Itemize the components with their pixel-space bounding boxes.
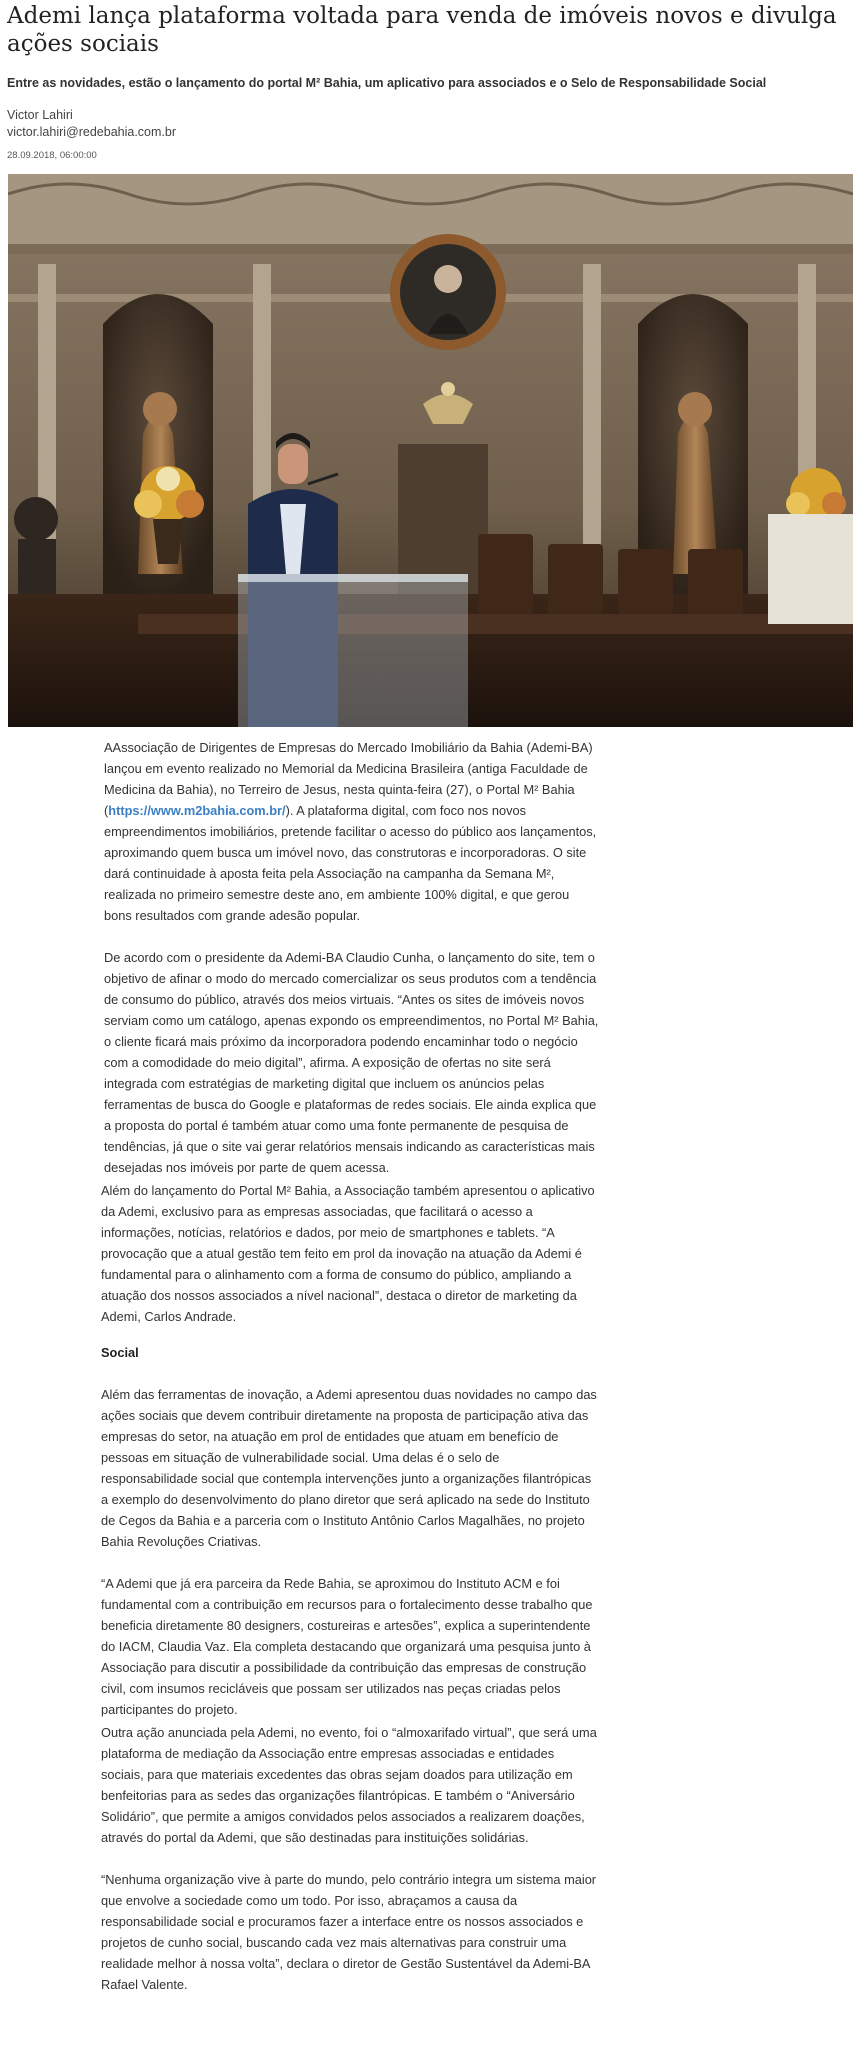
paragraph-app: Além do lançamento do Portal M² Bahia, a Associação também apresentou o aplicativo da Ademi, exclusivo para as empresas associadas, que facilitará o acesso a informações, notícias, relatórios e dados, por meio de smartphones e tablets. “A provocação que a atual gestão tem feito em prol da inovação na atuação da Ademi é fundamental para o alinhamento com a forma de consumo do público, ampliando a atuação dos nossos associados a nível nacional”, destaca o diretor de marketing da Ademi, Carlos Andrade.	[101, 1183, 595, 1324]
paragraph-intro-text: AAssociação de Dirigentes de Empresas do Mercado Imobiliário da Bahia (Ademi-BA) lançou em evento realizado no Memorial da Medicina Brasileira (antiga Faculdade de Medicina da Bahia), no Terreiro de Jesus, nesta quinta-feira (27), o Portal M² Bahia (	[104, 740, 593, 818]
author-name: Victor Lahiri	[7, 108, 73, 122]
publish-date: 28.09.2018, 06:00:00	[7, 150, 97, 161]
paragraph-president: De acordo com o presidente da Ademi-BA Claudio Cunha, o lançamento do site, tem o objetivo de afinar o modo do mercado comercializar os seus produtos com a tendência de consumo do público, através dos meios virtuais. “Antes os sites de imóveis novos serviam como um catálogo, apenas expondo os empreendimentos, no Portal M² Bahia, o cliente ficará mais próximo da incorporadora podendo encaminhar todo o negócio com a comodidade do meio digital”, afirma. A exposição de ofertas no site será integrada com estratégias de marketing digital que incluem os anúncios pelas ferramentas de busca do Google e plataformas de redes sociais. Ele ainda explica que a proposta do portal é também atuar como uma fonte permanente de pesquisa de tendências, já que o site vai gerar relatórios mensais indicando as características mais desejadas nos imóveis por parte de quem acessa.	[104, 950, 599, 1175]
speaker-at-podium-photo	[8, 174, 853, 727]
article-photo	[8, 174, 853, 727]
article-body	[101, 737, 599, 1995]
article-title: Ademi lança plataforma voltada para venda de imóveis novos e divulga ações sociais	[7, 3, 837, 57]
author-block	[7, 107, 176, 141]
paragraph-intro	[104, 737, 599, 926]
paragraph-quote-valente: “Nenhuma organização vive à parte do mundo, pelo contrário integra um sistema maior que envolve a sociedade como um todo. Por isso, abraçamos a causa da responsabilidade social e procuramos fazer a interface entre os nossos associados e projetos de cunho social, buscando cada vez mais alternativas para construir uma realidade melhor à nossa volta”, declara o diretor de Gestão Sustentável da Ademi-BA Rafael Valente.	[101, 1872, 597, 1992]
paragraph-social-tools: Além das ferramentas de inovação, a Ademi apresentou duas novidades no campo das ações sociais que devem contribuir diretamente na proposta de participação ativa das empresas do setor, na atuação em prol de entidades que atuam em benefício de pessoas em situação de vulnerabilidade social. Uma delas é o selo de responsabilidade social que contempla intervenções junto a organizações filantrópicas a exemplo do desenvolvimento do plano diretor que será aplicado na sede do Instituto de Cegos da Bahia e a parceria com o Instituto Antônio Carlos Magalhães, no projeto Bahia Revoluções Criativas.	[101, 1387, 597, 1549]
paragraph-intro-text-cont: ). A plataforma digital, com foco nos novos empreendimentos imobiliários, pretende facilitar o acesso do público aos lançamentos, aproximando quem busca um imóvel novo, das construtoras e incorporadoras. O site dará continuidade à aposta feita pela Associação na campanha da Semana M², realizada no primeiro semestre deste ano, em ambiente 100% digital, e que gerou bons resultados com grande adesão popular.	[104, 803, 597, 923]
article-subtitle: Entre as novidades, estão o lançamento do portal M² Bahia, um aplicativo para associados e o Selo de Responsabilidade Social	[7, 76, 767, 90]
paragraph-quote-iacm: “A Ademi que já era parceira da Rede Bahia, se aproximou do Instituto ACM e foi fundamental com a contribuição em recursos para o fortalecimento desse trabalho que beneficia diretamente 80 designers, costureiras e artesões”, explica a superintendente do IACM, Claudia Vaz. Ela completa destacando que organizará uma pesquisa junto à Associação para discutir a possibilidade da contribuição das empresas de construção civil, com insumos recicláveis que possam ser utilizados nas peças criadas pelos participantes do projeto.	[101, 1576, 593, 1717]
author-email: victor.lahiri@redebahia.com.br	[7, 125, 177, 139]
portal-link[interactable]: https://www.m2bahia.com.br/	[108, 803, 286, 818]
section-heading-social: Social	[101, 1345, 139, 1360]
paragraph-almoxarifado: Outra ação anunciada pela Ademi, no evento, foi o “almoxarifado virtual”, que será uma plataforma de mediação da Associação entre empresas associadas e entidades sociais, para que materiais excedentes das obras sejam doados para utilização em benfeitorias para as sedes das organizações filantrópicas. E também o “Aniversário Solidário”, que permite a amigos convidados pelos associados a realizarem doações, através do portal da Ademi, que são destinadas para instituições solidárias.	[101, 1725, 597, 1845]
